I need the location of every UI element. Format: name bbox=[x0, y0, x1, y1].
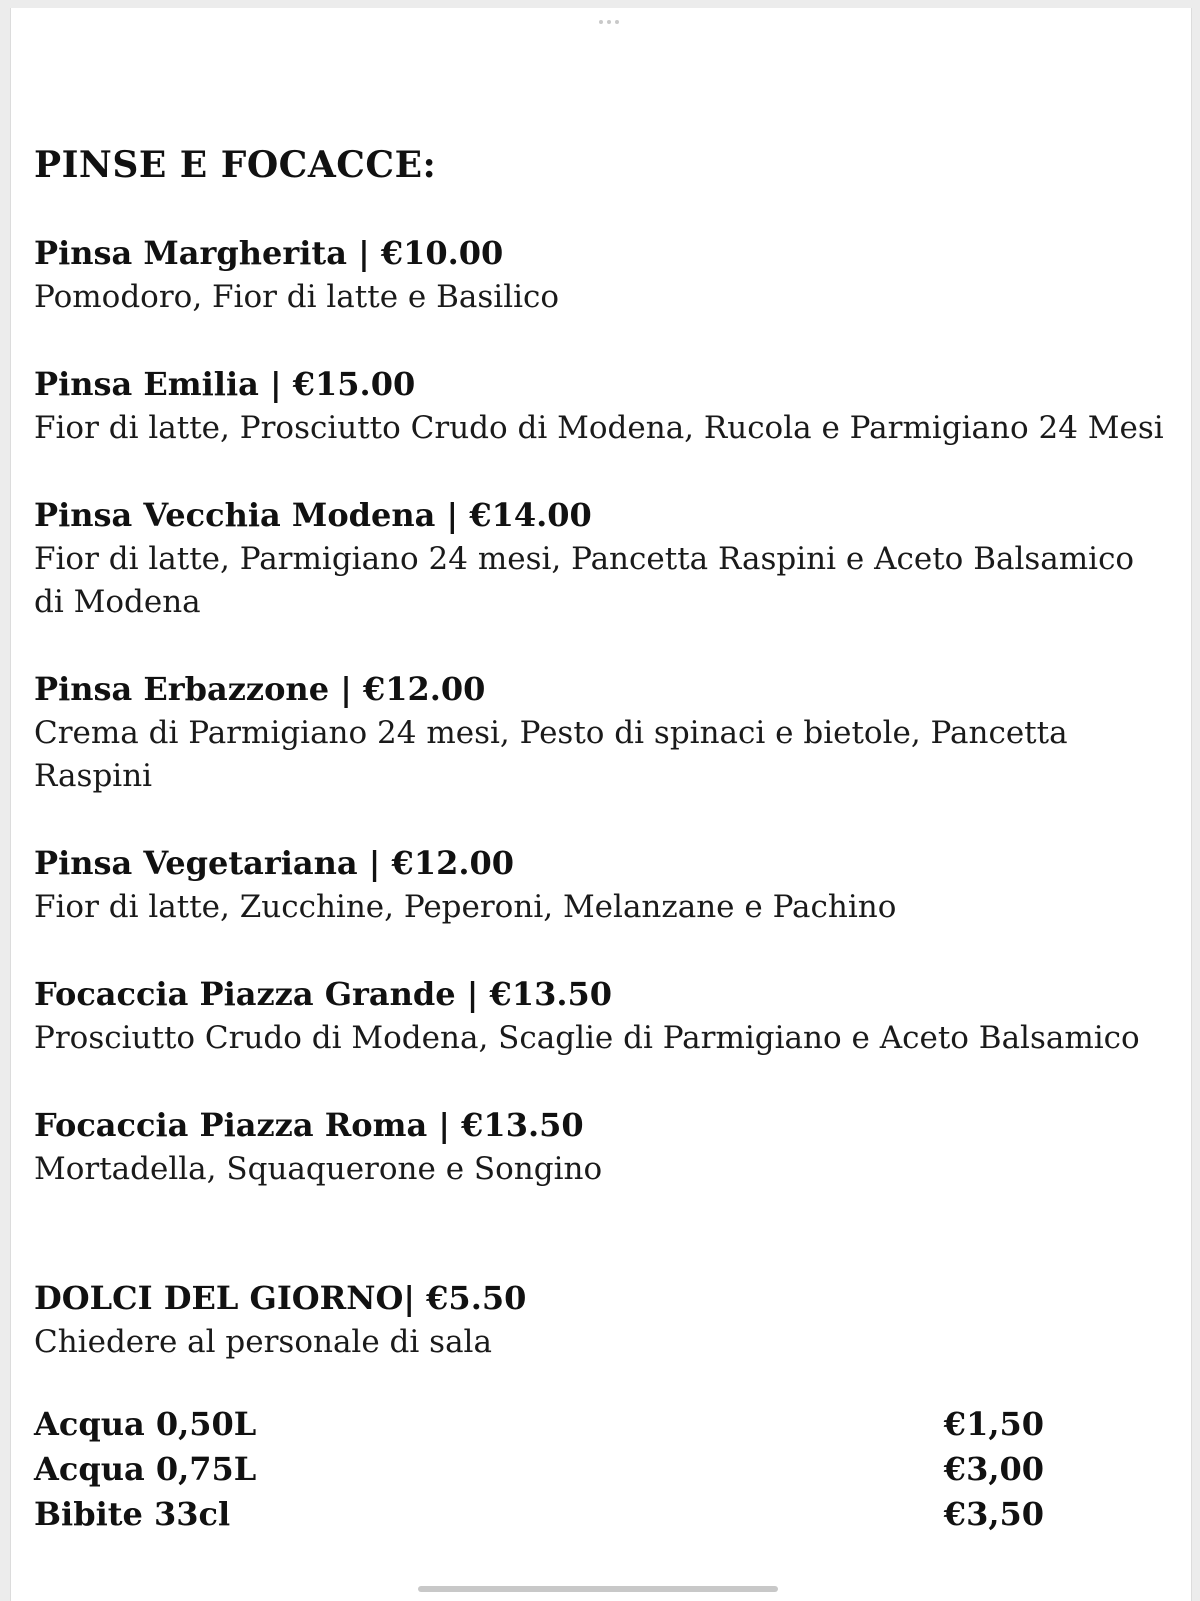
menu-item-description: Fior di latte, Parmigiano 24 mesi, Pancetta Raspini e Aceto Balsamico di Modena bbox=[34, 541, 1135, 620]
menu-item bbox=[34, 492, 1164, 624]
home-indicator[interactable] bbox=[418, 1586, 778, 1592]
drink-row bbox=[34, 1447, 1044, 1492]
menu-item bbox=[34, 840, 1164, 929]
menu-item-description: Fior di latte, Prosciutto Crudo di Modena, Rucola e Parmigiano 24 Mesi bbox=[34, 410, 1164, 446]
menu-item-name: Focaccia Piazza Roma | €13.50 bbox=[34, 1106, 584, 1144]
drinks-list bbox=[34, 1402, 1044, 1537]
menu-item-description: Prosciutto Crudo di Modena, Scaglie di Parmigiano e Aceto Balsamico bbox=[34, 1020, 1140, 1056]
dot-icon bbox=[607, 20, 611, 24]
dolci-section bbox=[34, 1275, 1164, 1364]
menu-item-name: Pinsa Vegetariana | €12.00 bbox=[34, 844, 515, 882]
menu-item bbox=[34, 230, 1164, 319]
menu-item bbox=[34, 971, 1164, 1060]
menu-item-description: Pomodoro, Fior di latte e Basilico bbox=[34, 279, 560, 315]
dot-icon bbox=[599, 20, 603, 24]
menu-item bbox=[34, 666, 1164, 798]
drink-price: €3,00 bbox=[943, 1450, 1044, 1488]
menu-items-list bbox=[34, 230, 1164, 1191]
menu-item-name: Focaccia Piazza Grande | €13.50 bbox=[34, 975, 613, 1013]
drink-row bbox=[34, 1492, 1044, 1537]
drink-price: €3,50 bbox=[943, 1495, 1044, 1533]
menu-item-description: Fior di latte, Zucchine, Peperoni, Melanzane e Pachino bbox=[34, 889, 897, 925]
dot-icon bbox=[615, 20, 619, 24]
dolci-description: Chiedere al personale di sala bbox=[34, 1324, 492, 1360]
drink-name: Bibite 33cl bbox=[34, 1495, 231, 1533]
sheet-grabber-dots[interactable] bbox=[599, 20, 619, 24]
section-title: PINSE E FOCACCE: bbox=[34, 144, 437, 186]
menu-item-description: Crema di Parmigiano 24 mesi, Pesto di spinaci e bietole, Pancetta Raspini bbox=[34, 715, 1068, 794]
menu-item-name: Pinsa Emilia | €15.00 bbox=[34, 365, 416, 403]
menu-item-name: Pinsa Erbazzone | €12.00 bbox=[34, 670, 486, 708]
drink-name: Acqua 0,75L bbox=[34, 1450, 257, 1488]
menu-item-name: Pinsa Margherita | €10.00 bbox=[34, 234, 504, 272]
menu-item-name: Pinsa Vecchia Modena | €14.00 bbox=[34, 496, 592, 534]
menu-content bbox=[34, 140, 1164, 1537]
drink-name: Acqua 0,50L bbox=[34, 1405, 257, 1443]
menu-item bbox=[34, 1102, 1164, 1191]
menu-item bbox=[34, 361, 1164, 450]
menu-item-description: Mortadella, Squaquerone e Songino bbox=[34, 1151, 603, 1187]
drink-price: €1,50 bbox=[943, 1405, 1044, 1443]
drink-row bbox=[34, 1402, 1044, 1447]
dolci-name: DOLCI DEL GIORNO| €5.50 bbox=[34, 1279, 527, 1317]
